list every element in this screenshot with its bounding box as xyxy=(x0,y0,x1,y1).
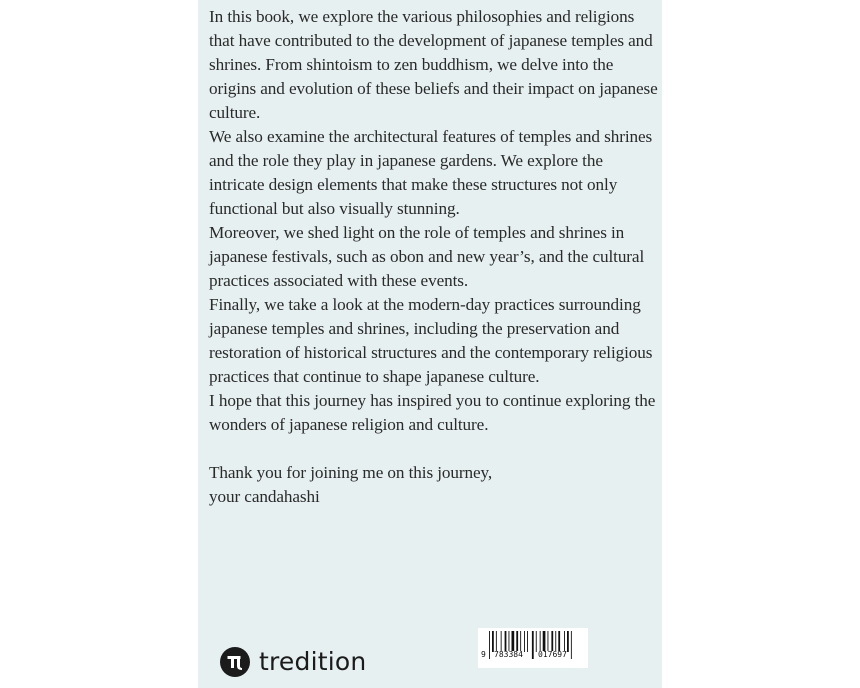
blurb-paragraph-4: Finally, we take a look at the modern-day practices surrounding japanese temples and shrines, including the preservation and restoration of historical structures and the contemporary religious practices that continue to shape japanese culture. xyxy=(209,295,653,386)
barcode-digit-lead: 9 xyxy=(481,650,486,659)
barcode-group-left: 783384 xyxy=(494,650,523,659)
blurb-paragraph-2: We also examine the architectural features of temples and shrines and the role they play in japanese gardens. We explore the intricate design elements that make these structures not only functional but also visually stunning. xyxy=(209,127,653,218)
signature-line: your candahashi xyxy=(209,487,320,506)
paragraph-spacer xyxy=(209,437,659,461)
publisher-name: tredition xyxy=(259,647,367,676)
blurb-text xyxy=(209,5,659,509)
closing-line: Thank you for joining me on this journey, xyxy=(209,463,493,482)
tredition-logo-icon xyxy=(220,647,250,677)
blurb-paragraph-1: In this book, we explore the various philosophies and religions that have contributed to the development of japanese temples and shrines. From shintoism to zen buddhism, we delve into the origins and evolution of these beliefs and their impact on japanese culture. xyxy=(209,7,658,122)
isbn-barcode-icon xyxy=(478,628,588,668)
publisher-logo xyxy=(220,646,366,678)
blurb-paragraph-5: I hope that this journey has inspired you to continue exploring the wonders of japanese religion and culture. xyxy=(209,391,656,434)
back-cover xyxy=(198,0,662,688)
barcode-group-right: 017697 xyxy=(538,650,567,659)
blurb-paragraph-3: Moreover, we shed light on the role of temples and shrines in japanese festivals, such as obon and new year’s, and the cultural practices associated with these events. xyxy=(209,223,645,290)
